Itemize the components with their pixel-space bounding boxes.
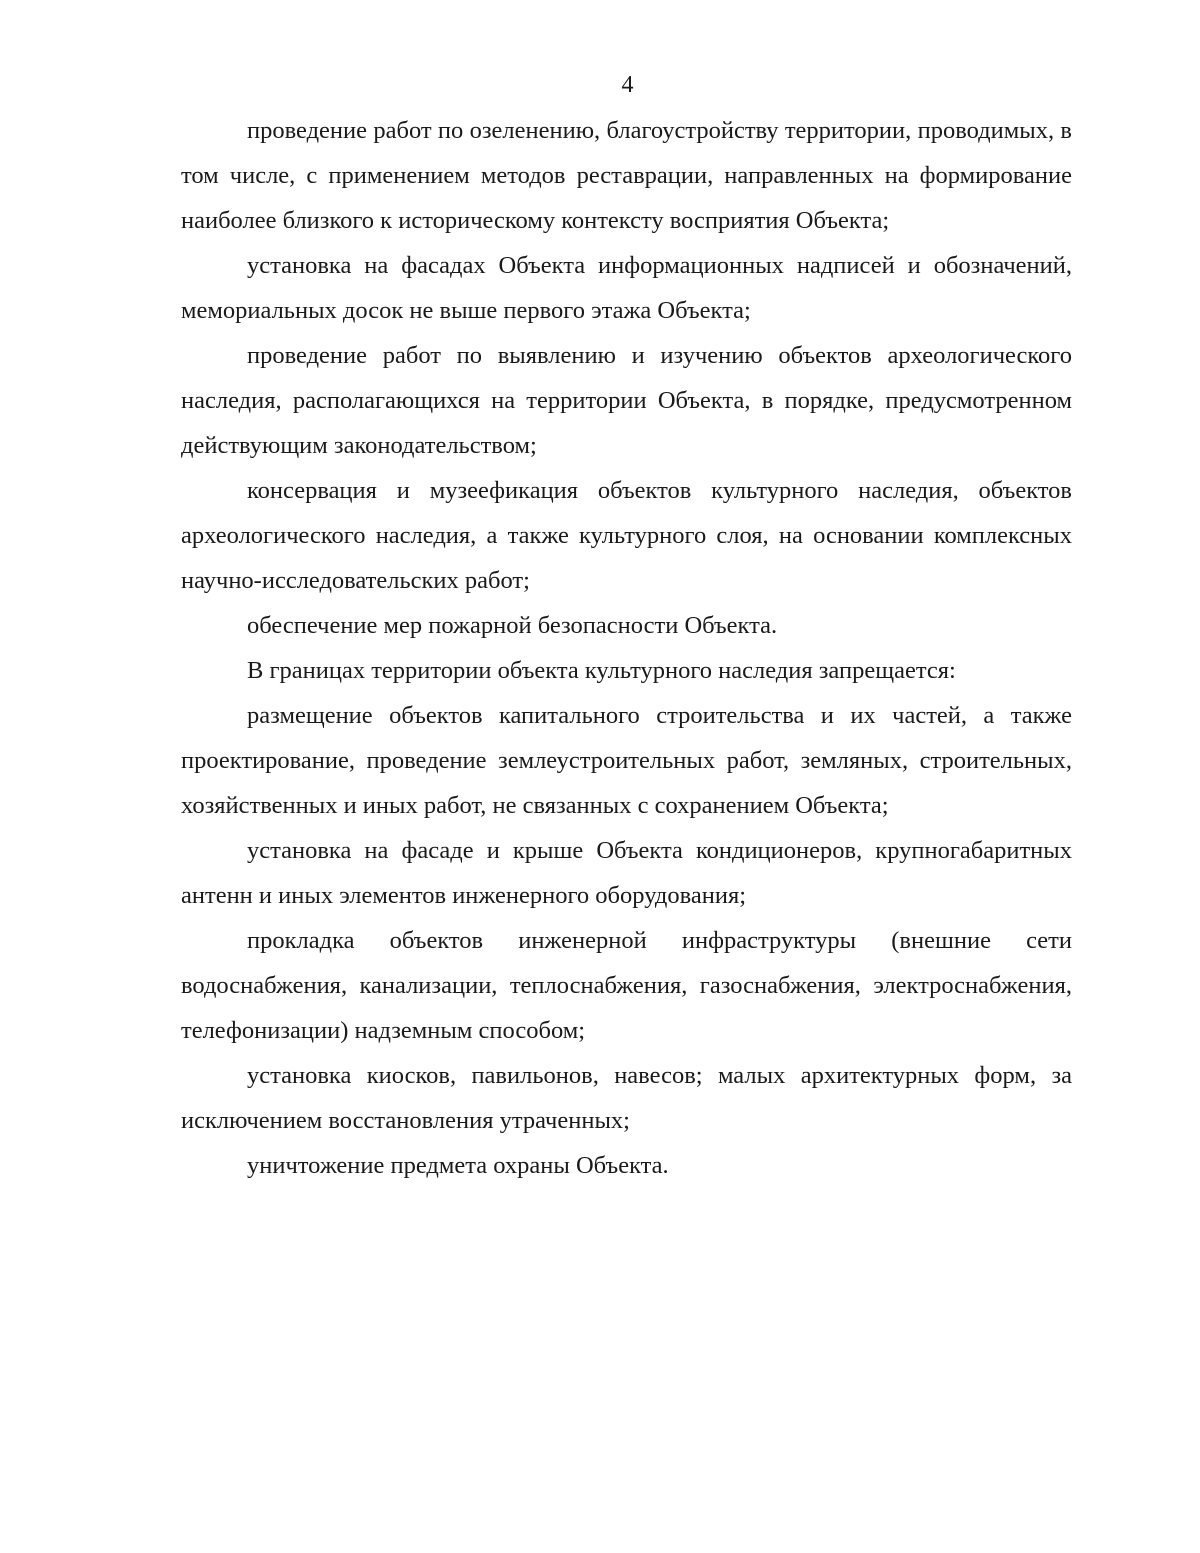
paragraph: обеспечение мер пожарной безопасности Объекта. — [247, 612, 778, 639]
page-number: 4 — [621, 72, 634, 98]
paragraph: проведение работ по озеленению, благоустройству территории, проводимых, в том числе, с применением методов реставрации, направленных на формирование наиболее близкого к историческому контексту восприятия Объекта; — [181, 117, 1072, 234]
paragraph: установка на фасадах Объекта информационных надписей и обозначений, мемориальных досок не выше первого этажа Объекта; — [181, 252, 1072, 324]
paragraph: установка киосков, павильонов, навесов; малых архитектурных форм, за исключением восстановления утраченных; — [181, 1062, 1072, 1134]
paragraph: размещение объектов капитального строительства и их частей, а также проектирование, проведение землеустроительных работ, земляных, строительных, хозяйственных и иных работ, не связанных с сохранением Объекта; — [181, 702, 1072, 819]
paragraph: прокладка объектов инженерной инфраструктуры (внешние сети водоснабжения, канализации, теплоснабжения, газоснабжения, электроснабжения, телефонизации) надземным способом; — [181, 927, 1072, 1044]
paragraph: уничтожение предмета охраны Объекта. — [247, 1152, 669, 1179]
paragraph: установка на фасаде и крыше Объекта кондиционеров, крупногабаритных антенн и иных элементов инженерного оборудования; — [181, 837, 1072, 909]
document-body — [181, 108, 1072, 1188]
paragraph: консервация и музеефикация объектов культурного наследия, объектов археологического наследия, а также культурного слоя, на основании комплексных научно-исследовательских работ; — [181, 477, 1072, 594]
paragraph: проведение работ по выявлению и изучению объектов археологического наследия, располагающихся на территории Объекта, в порядке, предусмотренном действующим законодательством; — [181, 342, 1072, 459]
paragraph: В границах территории объекта культурного наследия запрещается: — [247, 657, 956, 684]
